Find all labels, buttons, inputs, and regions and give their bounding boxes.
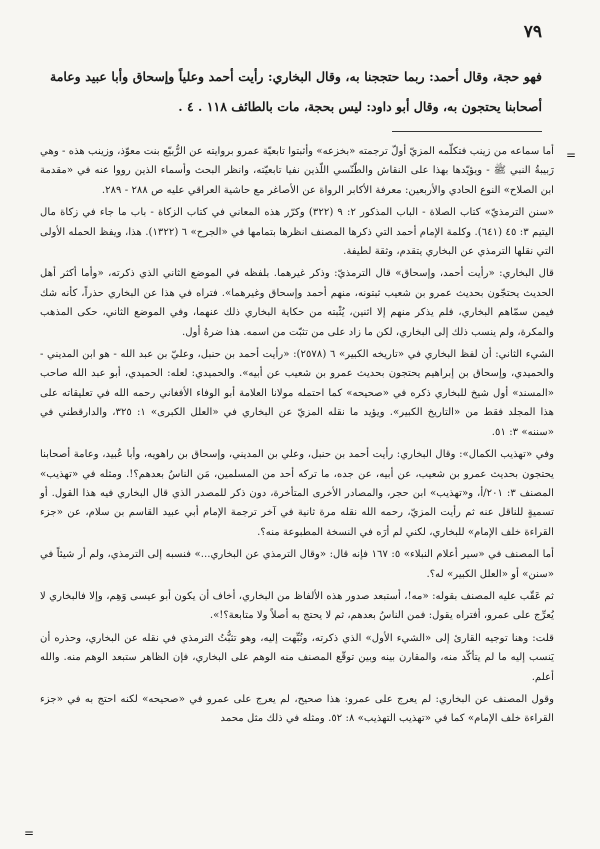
footnote-paragraph: أما المصنف في «سير أعلام النبلاء» ٥: ١٦٧ فإنه قال: «وقال الترمذي عن البخاري...» فنسبه إلى الترمذي، ولم أر شيئاً في «سنن» أو «العلل الكبير» له؟. <box>40 549 555 580</box>
footnote-paragraph: وقول المصنف عن البخاري: لم يعرج على عمرو: هذا صحيح، لم يعرج على عمرو في «صحيحه» لكنه احتج به في «جزء القراءة خلف الإمام» كما في «تهذيب التهذيب» ٨: ٥٢. ومثله في ذلك مثل محمد <box>40 693 554 725</box>
footnote-paragraph: قلت: وهنا توجيه القارئ إلى «الشيء الأول» الذي ذكرته، ونُبِّهت إليه، وهو تثبُّتُ الترمذي في نقله عن البخاري، وحذره أن يَنسب إليه ما لم يتأكّد منه، والمقارن بينه وبين توقّع المصنف منه الوهم على البخاري، فإن الظاهر ستبعد الوهم منه. والله أعلم. <box>40 632 554 683</box>
footnotes <box>40 142 554 732</box>
footnote-paragraph: أما سماعه من زينب فتكلّمه المزيّ أولّ ترجمته «بخزعه» وأثبتوا تابعيّة عمرو بروايته عن الرُّبيّع بنت معوّذ، وزينب هذه - وهي رَبيبةُ النبي ﷺ - ويؤيّدها بهذا على النقاش والطّنّسي اللّذين نفيا تابعيّته، وانظر البحث وأسماء الذين رووا عنه في «مقدمة ابن الصلاح» النوع الحادي والأربعين: معرفة الأكابر الرواة عن الأصاغر مع حاشية العراقي عليه ص ٢٨٨ - ٢٨٩. <box>40 146 554 196</box>
footnote-paragraph: الشيء الثاني: أن لفظ البخاري في «تاريخه الكبير» ٦ (٢٥٧٨): «رأيت أحمد بن حنبل، وعليّ بن عبد الله - هو ابن المديني - والحميدي، وإسحاق بن إبراهيم يحتجون بحديث عمرو بن شعيب عن أبيه». والحميدي: لعله: الحميدي، أبو عبد الله صاحب «المسند» أول شيخ للبخاري ذكره في «صحيحه» كما احتمله مولانا العلامة أبو الوفاء الأفغاني رحمه الله في تعليقاته على هذا المجلد فقط من «التاريخ الكبير». ويؤيد ما نقله المزيّ عن البخاري في «العلل الكبرى» ١: ٣٢٥، والدارقطني في «سننه» ٣: ٥١. <box>40 349 554 438</box>
footnote-paragraph: قال البخاري: «رأيت أحمد، وإسحاق» قال الترمذيّ: وذكر غيرهما. بلفظه في الموضع الثاني الذي ذكرته، «وأما أكثر أهل الحديث يحتجّون بحديث عمرو بن شعيب ثبتونه، منهم أحمد وإسحاق وغيرهما». فتراه في هذا عن البخاري حذراً، كأنه شك فيمن سمّاهم البخاري، فلم يذكر منهم إلا اثنين، يُثْبته من حكاية البخاري ذلك عنهما، وفي الموضع الثاني، حكى المذهب والمكرة، ولم ينسب ذلك إلى البخاري، لكن ما زاد على من تثبّت من اسمه. هذا ضرهُ أول. <box>40 268 554 338</box>
footnote-paragraph: وفي «تهذيب الكمال»: وقال البخاري: رأيت أحمد بن حنبل، وعلي بن المديني، وإسحاق بن راهويه، وأبا عُبيد، وعامة أصحابنا يحتجون بحديث عمرو بن شعيب، عن أبيه، عن جده، ما تركه أحد من المسلمين، مَن الناسُ بعدهم؟!. ومثله في «تهذيب» المصنف ٣: ٢٠١/أ، و«تهذيب» ابن حجر، والمصادر الأخرى المتأخرة، دون ذكر للمصدر الذي قال البخاري فيه هذا القول. أو تسميةٍ للناقل عنه ثم رأيت المزيّ، رحمه الله نقله مرة ثانية في آخر ترجمة الإمام أبي عبيد القاسم بن سلام، عن «جزء القراءة خلف الإمام» للبخاري، لكني لم أرَه في النسخة المطبوعة منه؟. <box>40 449 554 538</box>
footnote-end-mark: = <box>24 826 35 840</box>
page-number: ٧٩ <box>523 22 542 42</box>
footnote-paragraph: ثم عَقّب عليه المصنف بقوله: «مه!، أستبعد صدور هذه الألفاظ من البخاري، أخاف أن يكون أبو عيسى وَهِم، وإلا فالبخاري لا يُعرِّج على عمرو، أفتراه يقول: فمن الناسُ بعدهم، ثم لا يحتج به أصلاً ولا متابعة؟!». <box>40 590 554 622</box>
main-paragraph: فهو حجة، وقال أحمد: ربما حتججنا به، وقال البخاري: رأيت أحمد وعلياً وإسحاق وأبا عبيد وعامة أصحابنا يحتجون به، وقال أبو داود: ليس بحجة، مات بالطائف ١١٨ . ٤ . <box>50 69 542 114</box>
main-text <box>50 62 542 122</box>
footnote-separator <box>392 131 542 132</box>
footnote-paragraph: «سنن الترمذيّ» كتاب الصلاة - الباب المذكور ٢: ٩ (٣٢٢) وكرّر هذه المعاني في كتاب الزكاة - باب ما جاء في زكاة مال اليتيم ٣: ٤٥ (٦٤١). وكلمة الإمام أحمد التي ذكرها المصنف انظرها بتمامها في «الجرح» ٦ (١٣٢٢). هذا، ويفظ الحمله الأولى التي نقلها الترمذي عن البخاري يتقدم، وثقة لطيفة. <box>40 207 555 258</box>
footnote-continuation-mark: = <box>565 148 576 162</box>
